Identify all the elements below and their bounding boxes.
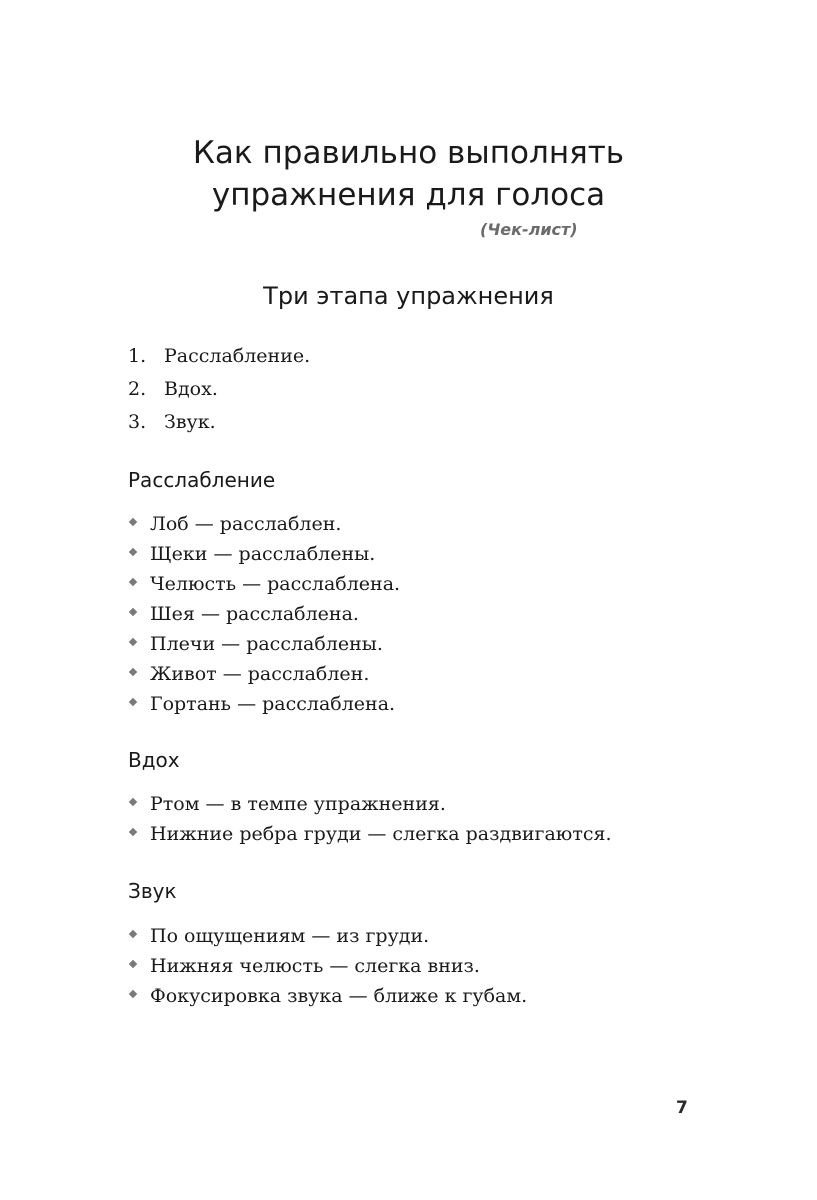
item-text: Нижняя челюсть — слегка вниз. [150, 955, 480, 977]
list-item [128, 951, 527, 981]
list-item [128, 539, 400, 569]
list-item [128, 629, 400, 659]
item-number: 2. [128, 378, 147, 400]
item-text: Ртом — в темпе упражнения. [150, 793, 446, 815]
list-item [128, 599, 400, 629]
page-title-line-1: Как правильно выполнять [192, 135, 625, 171]
item-text: Живот — расслаблен. [150, 663, 370, 685]
item-text: Расслабление. [164, 345, 311, 367]
relaxation-list [128, 509, 400, 719]
item-number: 3. [128, 411, 147, 433]
item-text: Вдох. [164, 378, 218, 400]
item-text: По ощущениям — из груди. [150, 925, 430, 947]
diamond-bullet-icon [129, 698, 137, 706]
list-item [128, 406, 310, 439]
item-text: Нижние ребра груди — слегка раздвигаются. [150, 823, 612, 845]
item-text: Гортань — расслаблена. [150, 693, 396, 715]
inhale-heading: Вдох [128, 748, 180, 772]
diamond-bullet-icon [129, 608, 137, 616]
list-item [128, 819, 612, 849]
page-number: 7 [676, 1098, 688, 1118]
diamond-bullet-icon [129, 930, 137, 938]
stages-list [128, 340, 310, 439]
stages-heading: Три этапа упражнения [263, 282, 554, 310]
list-item [128, 689, 400, 719]
diamond-bullet-icon [129, 638, 137, 646]
list-item [128, 659, 400, 689]
diamond-bullet-icon [129, 668, 137, 676]
page-title [0, 132, 817, 216]
item-text: Фокусировка звука — ближе к губам. [150, 985, 528, 1007]
diamond-bullet-icon [129, 828, 137, 836]
item-text: Щеки — расслаблены. [150, 543, 376, 565]
item-text: Челюсть — расслаблена. [150, 573, 401, 595]
sound-list [128, 921, 527, 1011]
list-item [128, 921, 527, 951]
item-text: Шея — расслаблена. [150, 603, 359, 625]
list-item [128, 981, 527, 1011]
diamond-bullet-icon [129, 990, 137, 998]
item-number: 1. [128, 345, 147, 367]
list-item [128, 340, 310, 373]
inhale-list [128, 789, 612, 849]
sound-heading: Звук [128, 879, 177, 903]
diamond-bullet-icon [129, 548, 137, 556]
relaxation-heading: Расслабление [128, 468, 276, 492]
diamond-bullet-icon [129, 798, 137, 806]
list-item [128, 373, 310, 406]
diamond-bullet-icon [129, 960, 137, 968]
item-text: Звук. [164, 411, 216, 433]
diamond-bullet-icon [129, 578, 137, 586]
list-item [128, 569, 400, 599]
item-text: Лоб — расслаблен. [150, 513, 342, 535]
list-item [128, 789, 612, 819]
item-text: Плечи — расслаблены. [150, 633, 383, 655]
page-subtitle: (Чек-лист) [480, 220, 578, 239]
page-title-line-2: упражнения для голоса [211, 177, 606, 213]
diamond-bullet-icon [129, 518, 137, 526]
list-item [128, 509, 400, 539]
